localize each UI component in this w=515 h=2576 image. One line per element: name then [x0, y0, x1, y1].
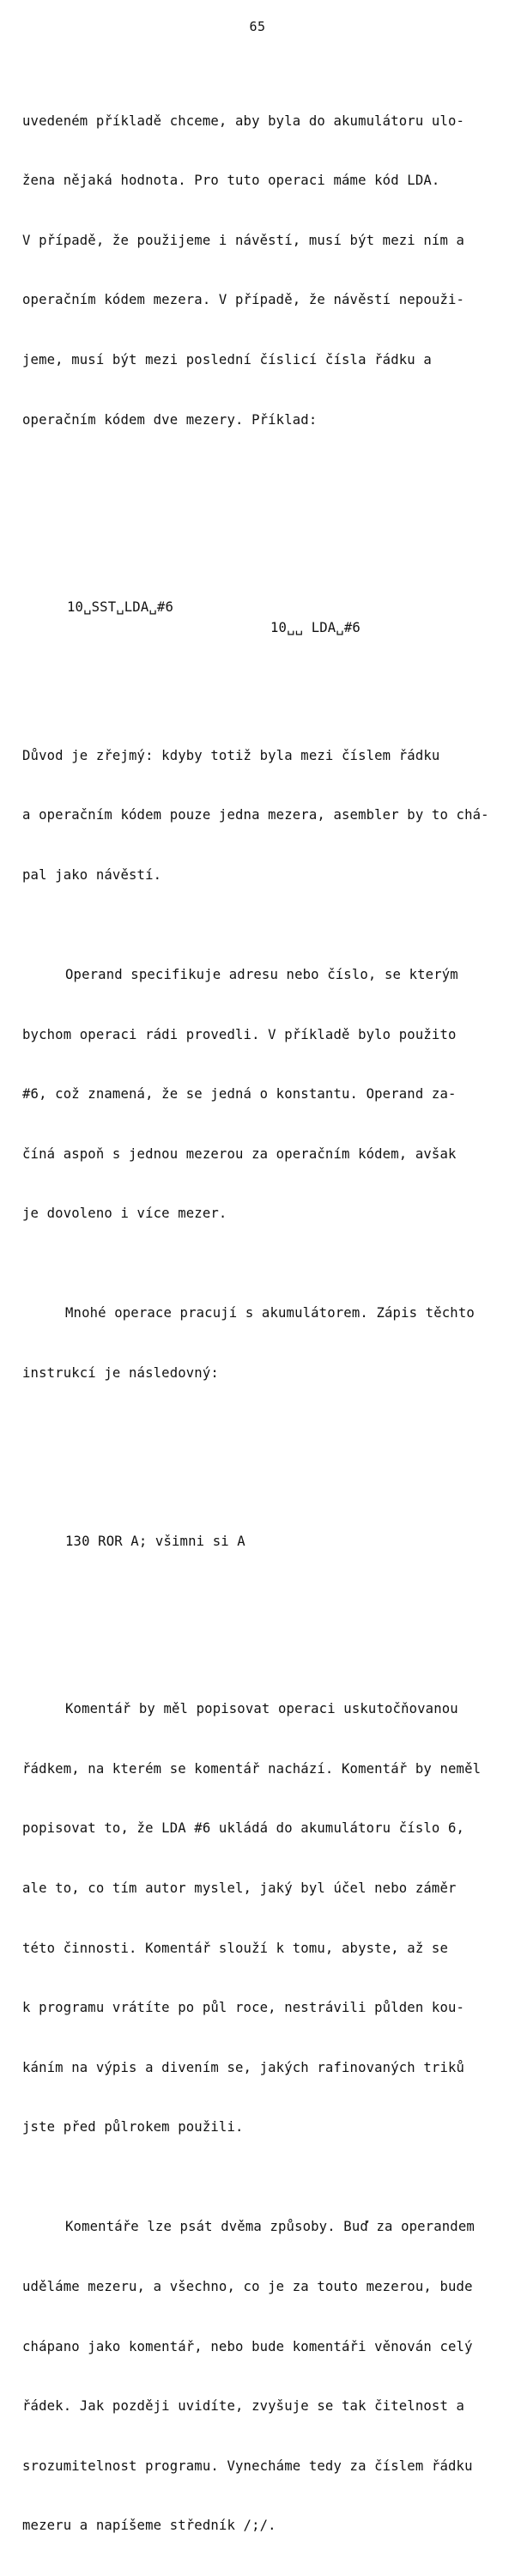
paragraph6-line: chápano jako komentář, nebo bude komentáři věnován celý: [22, 2338, 473, 2354]
paragraph1-line: uvedeném příkladě chceme, aby byla do akumulátoru ulo-: [22, 112, 465, 129]
paragraph5-line: káním na výpis a divením se, jakých rafinovaných triků: [22, 2059, 465, 2075]
paragraph6-line: řádek. Jak později uvidíte, zvyšuje se tak čitelnost a: [22, 2398, 465, 2415]
paragraph5-line: popisovat to, že LDA #6 ukládá do akumulátoru číslo 6,: [22, 1820, 465, 1837]
paragraph5-line: této činnosti. Komentář slouží k tomu, abyste, až se: [22, 1940, 448, 1956]
paragraph3-line: Operand specifikuje adresu nebo číslo, se kterým: [65, 966, 458, 982]
paragraph4-line: instrukcí je následovný:: [22, 1364, 219, 1381]
code-examples: [22, 578, 503, 635]
paragraph4-line: Mnohé operace pracují s akumulátorem. Zápis těchto: [65, 1305, 475, 1321]
example-without-label: 10␣␣ LDA␣#6: [270, 619, 360, 635]
paragraph3-line: bychom operaci rádi provedli. V příkladě bylo použito: [22, 1026, 457, 1042]
paragraph5-line: k programu vrátíte po půl roce, nestrávili půlden kou-: [22, 2000, 465, 2016]
paragraph6-line: srozumitelnost programu. Vynecháme tedy za číslem řádku: [22, 2458, 473, 2474]
paragraph6-line: uděláme mezeru, a všechno, co je za touto mezerou, bude: [22, 2278, 473, 2294]
paragraph1-line: V případě, že použijeme i návěstí, musí být mezi ním a: [22, 232, 465, 248]
code-example: 130 ROR A; všimni si A: [65, 1533, 245, 1549]
paragraph2-line: Důvod je zřejmý: kdyby totiž byla mezi číslem řádku: [22, 747, 440, 763]
paragraph5-line: ale to, co tím autor myslel, jaký byl účel nebo záměr: [22, 1880, 457, 1896]
paragraph5-line: Komentář by měl popisovat operaci uskutočňovanou: [65, 1701, 458, 1717]
example-with-label: 10␣SST␣LDA␣#6: [67, 599, 173, 616]
paragraph1-line: operačním kódem dve mezery. Příklad:: [22, 411, 318, 428]
paragraph3-line: číná aspoň s jednou mezerou za operačním kódem, avšak: [22, 1145, 457, 1162]
paragraph5-line: řádkem, na kterém se komentář nachází. Komentář by neměl: [22, 1760, 482, 1777]
paragraph1-line: žena nějaká hodnota. Pro tuto operaci máme kód LDA.: [22, 173, 440, 189]
paragraph3-line: #6, což znamená, že se jedná o konstantu. Operand za-: [22, 1086, 457, 1103]
paragraph6-line: Komentáře lze psát dvěma způsoby. Buď za operandem: [65, 2219, 475, 2235]
paragraph2-line: pal jako návěstí.: [22, 866, 162, 883]
paragraph5-line: jste před půlrokem použili.: [22, 2119, 244, 2136]
paragraph3-line: je dovoleno i více mezer.: [22, 1206, 227, 1222]
paragraph1-line: jeme, musí být mezi poslední číslicí čísla řádku a: [22, 351, 432, 368]
body-text: [22, 52, 503, 2576]
page-number: 65: [249, 19, 266, 34]
paragraph2-line: a operačním kódem pouze jedna mezera, asembler by to chá-: [22, 807, 489, 823]
paragraph1-line: operačním kódem mezera. V případě, že návěstí nepouži-: [22, 292, 465, 308]
paragraph6-line: mezeru a napíšeme středník /;/.: [22, 2518, 276, 2534]
